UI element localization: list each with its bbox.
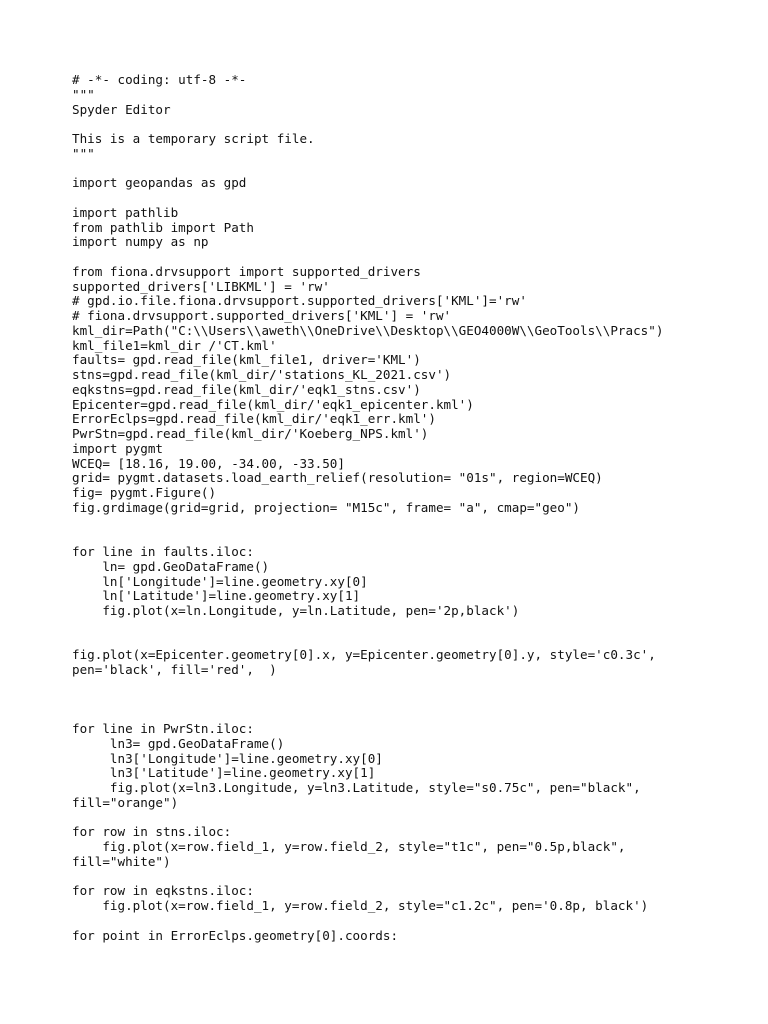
code-line: Epicenter=gpd.read_file(kml_dir/'eqk1_epicenter.kml') [72,396,474,412]
code-line: kml_dir=Path("C:\\Users\\aweth\\OneDrive\\Desktop\\GEO4000W\\GeoTools\\Pracs") [72,322,664,338]
code-line: from pathlib import Path [72,219,254,235]
code-line: pen='black', fill='red', ) [72,662,277,677]
code-line: # -*- coding: utf-8 -*- [72,72,247,87]
code-line: for line in PwrStn.iloc: [72,721,254,736]
blank-line [72,250,762,265]
code-line: faults= gpd.read_file(kml_file1, driver='KML') [72,352,421,368]
code-line: kml_file1=kml_dir /'CT.kml' [72,337,277,353]
code-line: from fiona.drvsupport import supported_drivers [72,263,421,279]
code-line: ln['Latitude']=line.geometry.xy[1] [72,588,361,604]
code-line: ln= gpd.GeoDataFrame() [72,558,270,574]
blank-line [72,811,762,826]
blank-line [72,117,762,132]
code-line: import geopandas as gpd [72,175,247,191]
code-line: eqkstns=gpd.read_file(kml_dir/'eqk1_stns.csv') [72,381,421,397]
code-line: # fiona.drvsupport.supported_drivers['KML'] = 'rw' [72,308,452,323]
code-line: fig.plot(x=ln.Longitude, y=ln.Latitude, pen='2p,black') [72,603,520,618]
code-line: fig.plot(x=Epicenter.geometry[0].x, y=Epicenter.geometry[0].y, style='c0.3c', [72,647,656,663]
blank-line [72,516,762,531]
code-line: # gpd.io.file.fiona.drvsupport.supported_drivers['KML']='rw' [72,293,527,309]
code-line: WCEQ= [18.16, 19.00, -34.00, -33.50] [72,455,345,471]
code-line: for row in stns.iloc: [72,824,232,840]
code-line: ln3= gpd.GeoDataFrame() [72,735,285,751]
code-line: ln['Longitude']=line.geometry.xy[0] [72,573,368,589]
blank-line [72,678,762,693]
code-line: """ [72,145,95,161]
code-line: fig.plot(x=row.field_1, y=row.field_2, style="t1c", pen="0.5p,black", [72,839,626,854]
code-listing [72,73,762,943]
code-line: ln3['Latitude']=line.geometry.xy[1] [72,765,376,781]
blank-line [72,693,762,708]
code-line: ErrorEclps=gpd.read_file(kml_dir/'eqk1_err.kml') [72,411,436,427]
code-line: stns=gpd.read_file(kml_dir/'stations_KL_2021.csv') [72,367,452,382]
code-line: PwrStn=gpd.read_file(kml_dir/'Koeberg_NPS.kml') [72,426,429,441]
code-line: for line in faults.iloc: [72,544,254,559]
code-line: Spyder Editor [72,101,171,117]
code-line: grid= pygmt.datasets.load_earth_relief(resolution= "01s", region=WCEQ) [72,470,603,486]
code-line: fig.plot(x=row.field_1, y=row.field_2, style="c1.2c", pen='0.8p, black') [72,898,649,913]
code-line: for row in eqkstns.iloc: [72,883,254,899]
code-line: fig= pygmt.Figure() [72,485,217,500]
code-line: fill="white") [72,853,171,869]
blank-line [72,914,762,929]
code-line: import pygmt [72,440,163,456]
code-line: """ [72,86,95,102]
code-line: fig.plot(x=ln3.Longitude, y=ln3.Latitude, style="s0.75c", pen="black", [72,780,641,795]
blank-line [72,707,762,722]
blank-line [72,530,762,545]
code-line: fig.grdimage(grid=grid, projection= "M15c", frame= "a", cmap="geo") [72,499,580,515]
code-line: for point in ErrorEclps.geometry[0].coords: [72,927,399,943]
code-line: supported_drivers['LIBKML'] = 'rw' [72,278,330,294]
blank-line [72,619,762,634]
blank-line [72,870,762,885]
code-line: import pathlib [72,204,179,220]
code-line: ln3['Longitude']=line.geometry.xy[0] [72,750,383,766]
code-line: This is a temporary script file. [72,131,315,146]
blank-line [72,191,762,206]
blank-line [72,162,762,177]
code-line: import numpy as np [72,234,209,250]
blank-line [72,634,762,649]
code-line: fill="orange") [72,794,179,810]
